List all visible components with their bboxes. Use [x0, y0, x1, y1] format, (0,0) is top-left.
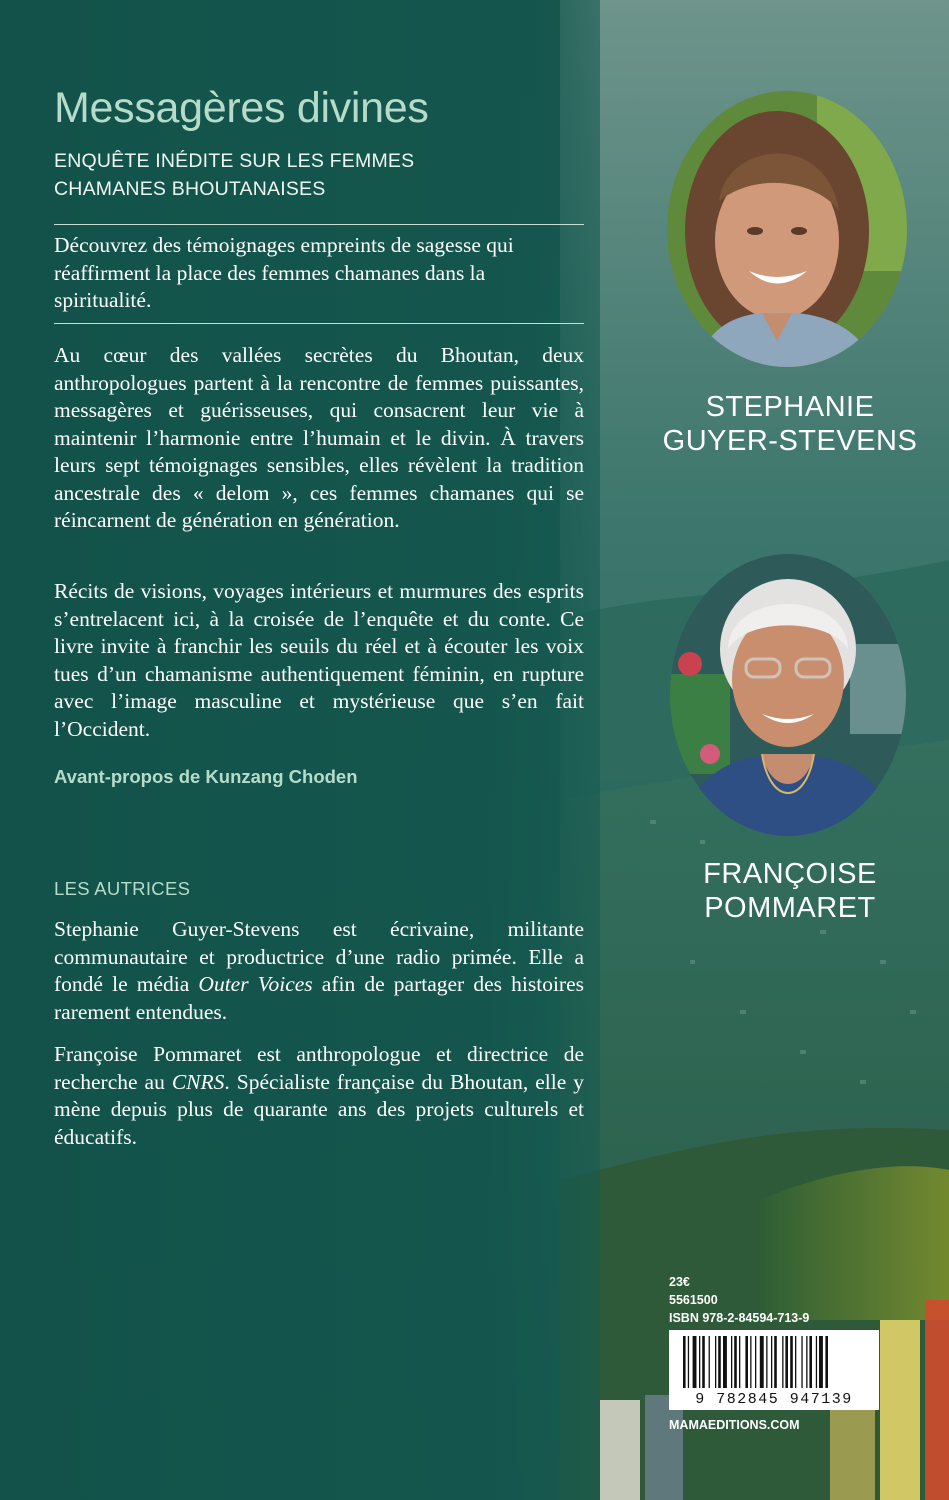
book-title: Messagères divines [54, 84, 429, 132]
author-bio-1-start: Stephanie Guyer-Stevens est écrivaine, militante communautaire et productrice d’une radio primée. Elle a fondé le média [54, 917, 584, 996]
author-1-last-name: GUYER-STEVENS [662, 425, 918, 457]
isbn: ISBN 978-2-84594-713-9 [669, 1311, 810, 1325]
barcode-digits: 9 782845 947139 [695, 1391, 853, 1408]
outer-voices-title: Outer Voices [198, 972, 313, 996]
author-portrait-2 [670, 554, 906, 836]
author-name-2 [640, 857, 940, 925]
price: 23€ [669, 1275, 690, 1289]
cnrs-name: CNRS [171, 1069, 225, 1094]
foreword-credit: Avant-propos de Kunzang Choden [54, 766, 358, 787]
divider-top [54, 224, 584, 225]
summary-paragraph-1: Au cœur des vallées secrètes du Bhoutan, deux anthropologues partent à la rencontre de femmes puissantes, messagères et guérisseuses, qui consacrent leur vie à maintenir l’harmonie entre l’humain et le divin. À travers leurs sept témoignages sensibles, elles révèlent la tradition ancestrale des « delom », ces femmes chamanes qui se réincarnent de génération en génération. [54, 343, 584, 532]
author-bio-2-end: . Spécialiste française du Bhoutan, elle y mène depuis plus de quarante ans des projets culturels et éducatifs. [54, 1069, 585, 1149]
isbn-barcode [669, 1330, 879, 1410]
author-bio-2-start: Françoise Pommaret est anthropologue et directrice de recherche au [54, 1042, 584, 1094]
authors-heading: LES AUTRICES [54, 878, 191, 899]
author-2-last-name: POMMARET [704, 892, 876, 924]
divider-bottom [54, 323, 584, 324]
publisher-website: MAMAEDITIONS.COM [669, 1418, 800, 1432]
author-portrait-1 [667, 91, 907, 367]
author-2-first-name: FRANÇOISE [703, 858, 877, 890]
author-bio-1-end: afin de partager des histoires rarement entendues. [54, 972, 584, 1024]
book-subtitle: ENQUÊTE INÉDITE SUR LES FEMMES CHAMANES BHOUTANAISES [54, 150, 415, 200]
author-bio-1 [54, 916, 584, 1026]
author-1-first-name: STEPHANIE [705, 391, 875, 423]
author-bio-2 [54, 1041, 584, 1151]
summary-paragraph-2: Récits de visions, voyages intérieurs et murmures des esprits s’entrelacent ici, à la croisée de l’enquête et du conte. Ce livre invite à franchir les seuils du réel et à écouter les voix tues d’un chamanisme authentiquement féminin, en rupture avec l’image masculine et mystérieuse que s’en fait l’Occident. [54, 579, 584, 741]
intro-text: Découvrez des témoignages empreints de sagesse qui réaffirment la place des femmes chamanes dans la spiritualité. [54, 233, 514, 312]
product-code: 5561500 [669, 1293, 718, 1307]
author-name-1 [640, 390, 940, 458]
